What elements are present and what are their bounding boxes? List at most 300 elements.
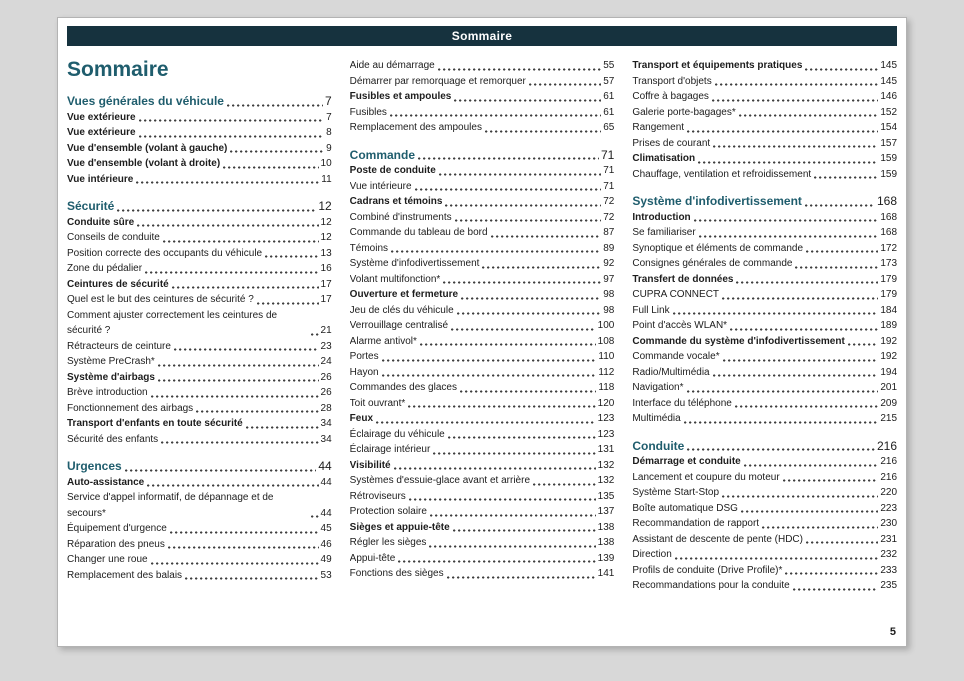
toc-entry-page-number: 72 bbox=[603, 211, 615, 223]
toc-entry-page-number: 112 bbox=[598, 366, 615, 378]
toc-entry bbox=[632, 485, 897, 501]
dot-leader bbox=[163, 240, 319, 243]
toc-entry bbox=[67, 537, 332, 553]
toc-entry bbox=[350, 458, 615, 474]
toc-entry-label: Transport et équipements pratiques bbox=[632, 60, 803, 71]
toc-entry bbox=[632, 167, 897, 183]
toc-entry-label: Conseils de conduite bbox=[67, 232, 160, 243]
toc-entry-page-number: 97 bbox=[603, 273, 615, 285]
toc-entry-label: Jeu de clés du véhicule bbox=[349, 304, 454, 316]
toc-entry bbox=[632, 578, 897, 594]
toc-entry-label: Chauffage, ventilation et refroidissement bbox=[632, 168, 812, 180]
toc-entry-page-number: 216 bbox=[880, 471, 898, 483]
dot-leader bbox=[409, 498, 596, 501]
dot-leader bbox=[415, 188, 602, 191]
dot-leader bbox=[805, 68, 878, 71]
dot-leader bbox=[117, 209, 316, 212]
toc-entry bbox=[67, 339, 332, 355]
dot-leader bbox=[390, 114, 601, 117]
toc-entry bbox=[632, 411, 897, 427]
toc-entry bbox=[350, 318, 615, 334]
toc-entry bbox=[632, 58, 897, 74]
page-number: 5 bbox=[889, 626, 896, 638]
toc-entry-label: Rétroviseurs bbox=[349, 490, 406, 502]
dot-leader bbox=[730, 328, 878, 331]
toc-entry bbox=[350, 489, 615, 505]
toc-entry-label: Se familiariser bbox=[632, 227, 696, 238]
toc-entry-page-number: 152 bbox=[880, 106, 898, 118]
toc-entry-page-number: 123 bbox=[597, 413, 615, 424]
dot-leader bbox=[722, 297, 878, 300]
toc-entry-label: Commande bbox=[349, 147, 416, 162]
toc-entry-page-number: 223 bbox=[880, 502, 898, 514]
toc-entry-page-number: 26 bbox=[320, 387, 332, 398]
dot-leader bbox=[439, 173, 601, 176]
dot-leader bbox=[438, 68, 601, 71]
toc-entry-label: Boîte automatique DSG bbox=[632, 502, 738, 514]
toc-entry bbox=[67, 156, 332, 172]
toc-entry-label: Auto-assistance bbox=[67, 476, 145, 488]
toc-entry-label: Comment ajuster correctement les ceintures de sécurité ? bbox=[67, 309, 278, 336]
dot-leader bbox=[139, 119, 325, 122]
toc-entry bbox=[67, 141, 332, 157]
toc-entry-page-number: 55 bbox=[603, 60, 615, 71]
toc-entry bbox=[350, 566, 615, 582]
toc-entry-page-number: 28 bbox=[320, 402, 332, 414]
toc-entry bbox=[632, 241, 897, 257]
toc-entry-page-number: 61 bbox=[603, 91, 615, 102]
dot-leader bbox=[158, 364, 319, 367]
dot-leader bbox=[139, 135, 325, 138]
dot-leader bbox=[391, 250, 601, 253]
toc-entry-label: Démarrer par remorquage et remorquer bbox=[349, 75, 526, 87]
toc-entry bbox=[350, 303, 615, 319]
dot-leader bbox=[694, 219, 879, 222]
toc-entry-label: Système Start-Stop bbox=[632, 487, 720, 498]
dot-leader bbox=[741, 510, 878, 513]
dot-leader bbox=[485, 130, 601, 133]
toc-entry bbox=[350, 74, 615, 90]
toc-entry-label: Protection solaire bbox=[349, 506, 427, 517]
toc-entry bbox=[67, 432, 332, 448]
dot-leader bbox=[161, 441, 318, 444]
dot-leader bbox=[265, 255, 318, 258]
toc-column-2 bbox=[350, 58, 615, 620]
toc-entry-label: Point d'accès WLAN* bbox=[632, 320, 728, 331]
toc-section-entry bbox=[67, 459, 332, 475]
toc-entry-label: Profils de conduite (Drive Profile)* bbox=[632, 564, 783, 576]
dot-leader bbox=[793, 588, 879, 591]
toc-entry-label: Synoptique et éléments de commande bbox=[632, 242, 804, 254]
toc-entry-page-number: 61 bbox=[603, 106, 615, 118]
toc-entry-label: Appui-tête bbox=[349, 552, 396, 564]
toc-entry-label: Témoins bbox=[349, 242, 389, 254]
toc-entry-label: Ceintures de sécurité bbox=[67, 278, 169, 290]
toc-entry-label: Changer une roue bbox=[67, 554, 148, 565]
toc-entry-label: Fusibles et ampoules bbox=[349, 91, 452, 102]
toc-entry-page-number: 138 bbox=[597, 537, 615, 548]
toc-entry-page-number: 34 bbox=[320, 418, 332, 429]
header-title: Sommaire bbox=[451, 29, 513, 43]
dot-leader bbox=[382, 359, 597, 362]
dot-leader bbox=[698, 161, 878, 164]
toc-entry bbox=[67, 277, 332, 293]
toc-entry bbox=[67, 401, 332, 417]
toc-entry bbox=[632, 396, 897, 412]
toc-entry-page-number: 46 bbox=[320, 538, 332, 550]
toc-entry bbox=[632, 105, 897, 121]
toc-entry-page-number: 44 bbox=[318, 459, 332, 473]
dot-leader bbox=[174, 348, 319, 351]
toc-entry bbox=[350, 210, 615, 226]
toc-entry-label: Systèmes d'essuie-glace avant et arrière bbox=[349, 475, 530, 486]
toc-entry-page-number: 192 bbox=[880, 351, 898, 362]
dot-leader bbox=[687, 448, 875, 451]
toc-entry-label: Système PreCrash* bbox=[67, 356, 155, 367]
toc-entry-label: Zone du pédalier bbox=[67, 263, 143, 274]
toc-entry bbox=[350, 179, 615, 195]
toc-entry-page-number: 192 bbox=[880, 335, 898, 347]
toc-entry-page-number: 71 bbox=[603, 165, 615, 176]
toc-entry-page-number: 12 bbox=[318, 199, 332, 213]
toc-entry-page-number: 141 bbox=[597, 568, 615, 579]
toc-entry-label: Commandes des glaces bbox=[349, 382, 457, 393]
toc-entry-label: Verrouillage centralisé bbox=[349, 320, 449, 331]
dot-leader bbox=[744, 464, 879, 467]
toc-entry-label: Navigation* bbox=[632, 382, 684, 393]
toc-entry-page-number: 44 bbox=[320, 507, 332, 519]
toc-entry bbox=[67, 125, 332, 141]
toc-entry-page-number: 110 bbox=[598, 351, 615, 362]
dot-leader bbox=[257, 302, 319, 305]
toc-entry-page-number: 17 bbox=[320, 294, 332, 305]
toc-entry-page-number: 216 bbox=[880, 456, 898, 467]
dot-leader bbox=[460, 390, 596, 393]
toc-entry-page-number: 132 bbox=[597, 459, 615, 471]
toc-entry-page-number: 65 bbox=[603, 122, 615, 133]
toc-entry-page-number: 49 bbox=[320, 554, 332, 565]
dot-leader bbox=[227, 104, 323, 107]
toc-entry-page-number: 209 bbox=[880, 397, 898, 409]
toc-entry-page-number: 135 bbox=[597, 490, 615, 502]
toc-entry bbox=[350, 120, 615, 136]
toc-entry-page-number: 173 bbox=[880, 258, 898, 269]
toc-entry-label: Transport d'objets bbox=[632, 75, 712, 87]
toc-entry-page-number: 159 bbox=[880, 168, 898, 180]
toc-entry-page-number: 24 bbox=[320, 356, 332, 367]
toc-column-1 bbox=[67, 58, 332, 620]
toc-entry-label: Vue d'ensemble (volant à gauche) bbox=[67, 142, 228, 154]
dot-leader bbox=[454, 99, 601, 102]
page-header-bar bbox=[67, 26, 897, 46]
dot-leader bbox=[311, 515, 319, 518]
toc-entry-label: Direction bbox=[632, 549, 672, 560]
toc-entry bbox=[67, 475, 332, 491]
dot-leader bbox=[795, 266, 878, 269]
toc-entry bbox=[632, 365, 897, 381]
toc-entry-label: Introduction bbox=[632, 211, 691, 223]
dot-leader bbox=[739, 114, 879, 117]
toc-entry-label: Vue intérieure bbox=[349, 180, 412, 192]
toc-entry bbox=[632, 501, 897, 517]
toc-entry-page-number: 7 bbox=[326, 111, 332, 123]
dot-leader bbox=[713, 145, 878, 148]
toc-entry bbox=[632, 89, 897, 105]
toc-entry-label: Consignes générales de commande bbox=[632, 258, 793, 269]
dot-leader bbox=[722, 495, 878, 498]
toc-entry-label: Combiné d'instruments bbox=[349, 211, 452, 223]
toc-entry-label: Full Link bbox=[632, 304, 670, 316]
toc-entry-page-number: 12 bbox=[320, 216, 332, 228]
toc-entry-label: Prises de courant bbox=[632, 137, 711, 149]
dot-leader bbox=[455, 219, 602, 222]
toc-entry-label: Multimédia bbox=[632, 413, 681, 424]
toc-entry bbox=[632, 516, 897, 532]
toc-entry-page-number: 168 bbox=[880, 211, 898, 223]
toc-entry bbox=[632, 563, 897, 579]
toc-entry-page-number: 137 bbox=[597, 506, 615, 517]
toc-entry-label: Quel est le but des ceintures de sécurité ? bbox=[67, 294, 254, 305]
toc-entry-label: Commande vocale* bbox=[632, 351, 720, 362]
toc-entry bbox=[632, 120, 897, 136]
dot-leader bbox=[158, 379, 319, 382]
toc-entry-label: Démarrage et conduite bbox=[632, 456, 741, 467]
toc-entry-page-number: 184 bbox=[880, 304, 898, 316]
toc-entry-page-number: 235 bbox=[880, 580, 898, 591]
toc-entry-label: Rangement bbox=[632, 122, 685, 133]
toc-entry bbox=[350, 105, 615, 121]
dot-leader bbox=[457, 312, 602, 315]
toc-entry-label: Conduite sûre bbox=[67, 216, 135, 228]
dot-leader bbox=[533, 483, 596, 486]
toc-entry-page-number: 108 bbox=[597, 335, 615, 347]
toc-entry bbox=[632, 380, 897, 396]
toc-entry bbox=[632, 225, 897, 241]
toc-entry-page-number: 201 bbox=[880, 382, 898, 393]
toc-entry bbox=[632, 287, 897, 303]
toc-entry-label: Vues générales du véhicule bbox=[67, 94, 224, 108]
toc-entry-page-number: 45 bbox=[320, 523, 332, 534]
dot-leader bbox=[713, 374, 879, 377]
dot-leader bbox=[196, 410, 318, 413]
toc-entry-label: Brève introduction bbox=[67, 387, 148, 398]
dot-leader bbox=[429, 545, 595, 548]
dot-leader bbox=[430, 514, 596, 517]
toc-section-entry bbox=[67, 199, 332, 215]
toc-entry bbox=[67, 261, 332, 277]
toc-entry-label: Commande du tableau de bord bbox=[349, 227, 488, 238]
dot-leader bbox=[223, 166, 318, 169]
toc-entry-label: Climatisation bbox=[632, 153, 696, 164]
toc-entry-label: Sécurité des enfants bbox=[67, 433, 159, 445]
toc-entry-label: Feux bbox=[349, 413, 374, 424]
toc-entry bbox=[350, 396, 615, 412]
toc-entry-page-number: 120 bbox=[597, 397, 615, 409]
toc-entry-page-number: 98 bbox=[603, 289, 615, 300]
toc-entry bbox=[632, 303, 897, 319]
dot-leader bbox=[136, 181, 319, 184]
dot-leader bbox=[125, 469, 317, 472]
toc-entry-page-number: 53 bbox=[320, 569, 332, 581]
toc-entry-label: Service d'appel informatif, de dépannage et de secours* bbox=[67, 492, 274, 519]
toc-entry bbox=[350, 334, 615, 350]
toc-entry-label: Vue extérieure bbox=[67, 111, 136, 123]
toc-entry-page-number: 71 bbox=[600, 147, 615, 162]
dot-leader bbox=[246, 426, 319, 429]
dot-leader bbox=[172, 286, 319, 289]
toc-entry-page-number: 145 bbox=[880, 75, 898, 87]
toc-entry-page-number: 145 bbox=[880, 60, 898, 71]
dot-leader bbox=[805, 204, 875, 207]
dot-leader bbox=[735, 405, 878, 408]
toc-entry bbox=[632, 151, 897, 167]
dot-leader bbox=[418, 157, 599, 160]
toc-entry-label: Toit ouvrant* bbox=[349, 397, 406, 409]
toc-entry-page-number: 13 bbox=[320, 247, 332, 259]
toc-entry-page-number: 10 bbox=[320, 158, 332, 169]
dot-leader bbox=[394, 467, 596, 470]
dot-leader bbox=[762, 526, 878, 529]
toc-entry-label: Fusibles bbox=[349, 106, 387, 118]
toc-entry-label: Fonctions des sièges bbox=[349, 568, 444, 579]
toc-entry bbox=[350, 287, 615, 303]
dot-leader bbox=[783, 479, 879, 482]
toc-entry-label: Commande du système d'infodivertissement bbox=[632, 335, 845, 347]
toc-entry bbox=[350, 349, 615, 365]
toc-entry-label: Vue extérieure bbox=[67, 127, 136, 138]
toc-entry bbox=[350, 58, 615, 74]
toc-entry-page-number: 157 bbox=[880, 137, 898, 149]
toc-entry-page-number: 146 bbox=[880, 91, 898, 102]
toc-entry bbox=[350, 241, 615, 257]
toc-entry bbox=[67, 354, 332, 370]
toc-entry-label: CUPRA CONNECT bbox=[632, 289, 720, 300]
page-title: Sommaire bbox=[67, 58, 169, 81]
toc-content bbox=[67, 58, 897, 620]
toc-entry-label: Système d'infodivertissement bbox=[349, 258, 480, 269]
toc-entry-page-number: 17 bbox=[320, 278, 332, 290]
dot-leader bbox=[736, 281, 878, 284]
dot-leader bbox=[785, 572, 878, 575]
toc-entry-page-number: 123 bbox=[597, 428, 615, 440]
toc-entry-page-number: 168 bbox=[880, 227, 898, 238]
toc-entry bbox=[632, 210, 897, 226]
toc-entry bbox=[350, 411, 615, 427]
toc-entry-page-number: 12 bbox=[320, 232, 332, 243]
toc-entry bbox=[67, 215, 332, 231]
toc-entry-label: Portes bbox=[349, 351, 379, 362]
toc-entry bbox=[350, 504, 615, 520]
toc-entry bbox=[632, 454, 897, 470]
toc-entry bbox=[632, 532, 897, 548]
toc-entry-label: Vue d'ensemble (volant à droite) bbox=[67, 158, 221, 169]
toc-entry-label: Système d'infodivertissement bbox=[632, 194, 802, 208]
dot-leader bbox=[806, 250, 878, 253]
toc-entry bbox=[350, 427, 615, 443]
toc-entry-page-number: 220 bbox=[880, 487, 898, 498]
toc-entry-label: Rétracteurs de ceinture bbox=[67, 340, 171, 352]
toc-entry-page-number: 189 bbox=[880, 320, 898, 331]
toc-entry-label: Urgences bbox=[67, 459, 122, 473]
toc-entry bbox=[67, 110, 332, 126]
toc-entry bbox=[350, 473, 615, 489]
toc-entry-page-number: 98 bbox=[603, 304, 615, 316]
dot-leader bbox=[687, 390, 879, 393]
toc-entry bbox=[67, 370, 332, 386]
toc-entry-page-number: 230 bbox=[880, 518, 898, 529]
dot-leader bbox=[230, 150, 324, 153]
toc-entry bbox=[350, 380, 615, 396]
toc-entry-label: Alarme antivol* bbox=[349, 335, 417, 347]
toc-entry-label: Ouverture et fermeture bbox=[349, 289, 459, 300]
dot-leader bbox=[448, 436, 596, 439]
toc-entry-label: Volant multifonction* bbox=[349, 273, 441, 285]
dot-leader bbox=[482, 266, 601, 269]
toc-entry bbox=[67, 230, 332, 246]
toc-entry bbox=[632, 470, 897, 486]
toc-entry-page-number: 118 bbox=[598, 382, 615, 393]
toc-entry bbox=[350, 256, 615, 272]
toc-entry-page-number: 57 bbox=[603, 75, 615, 87]
toc-entry bbox=[67, 552, 332, 568]
toc-entry bbox=[350, 163, 615, 179]
toc-entry-label: Remplacement des ampoules bbox=[349, 122, 482, 133]
toc-entry bbox=[67, 385, 332, 401]
dot-leader bbox=[420, 343, 596, 346]
toc-entry-label: Remplacement des balais bbox=[67, 569, 183, 581]
toc-entry-label: Aide au démarrage bbox=[349, 60, 435, 71]
toc-entry-label: Hayon bbox=[349, 366, 379, 378]
toc-entry-label: Sécurité bbox=[67, 199, 115, 213]
toc-entry-page-number: 131 bbox=[597, 444, 615, 455]
toc-section-entry bbox=[67, 94, 332, 110]
toc-entry-page-number: 216 bbox=[876, 438, 898, 453]
toc-entry-label: Éclairage du véhicule bbox=[349, 428, 445, 440]
toc-entry-label: Réparation des pneus bbox=[67, 538, 165, 550]
toc-entry-label: Radio/Multimédia bbox=[632, 366, 710, 378]
toc-entry-label: Lancement et coupure du moteur bbox=[632, 471, 780, 483]
toc-entry-page-number: 233 bbox=[880, 564, 898, 576]
toc-section-entry bbox=[632, 194, 897, 210]
dot-leader bbox=[170, 531, 319, 534]
toc-entry bbox=[632, 547, 897, 563]
toc-entry-page-number: 9 bbox=[326, 142, 332, 154]
toc-entry-label: Conduite bbox=[632, 438, 685, 453]
toc-entry-page-number: 172 bbox=[880, 242, 898, 254]
toc-entry-label: Assistant de descente de pente (HDC) bbox=[632, 533, 803, 545]
toc-entry-label: Régler les sièges bbox=[349, 537, 427, 548]
toc-section-entry bbox=[350, 148, 615, 164]
toc-entry bbox=[632, 256, 897, 272]
dot-leader bbox=[443, 281, 601, 284]
toc-entry-label: Poste de conduite bbox=[349, 165, 436, 176]
toc-entry bbox=[632, 136, 897, 152]
toc-entry bbox=[632, 349, 897, 365]
dot-leader bbox=[151, 395, 319, 398]
toc-entry bbox=[67, 416, 332, 432]
toc-entry-page-number: 100 bbox=[597, 320, 615, 331]
toc-entry-label: Vue intérieure bbox=[67, 173, 134, 185]
toc-entry-page-number: 26 bbox=[320, 371, 332, 383]
dot-leader bbox=[529, 83, 601, 86]
dot-leader bbox=[699, 235, 879, 238]
toc-entry-page-number: 8 bbox=[326, 127, 332, 138]
toc-entry bbox=[350, 551, 615, 567]
dot-leader bbox=[145, 271, 318, 274]
toc-entry-page-number: 11 bbox=[321, 173, 332, 185]
toc-entry-page-number: 23 bbox=[320, 340, 332, 352]
toc-entry-page-number: 168 bbox=[876, 194, 898, 208]
